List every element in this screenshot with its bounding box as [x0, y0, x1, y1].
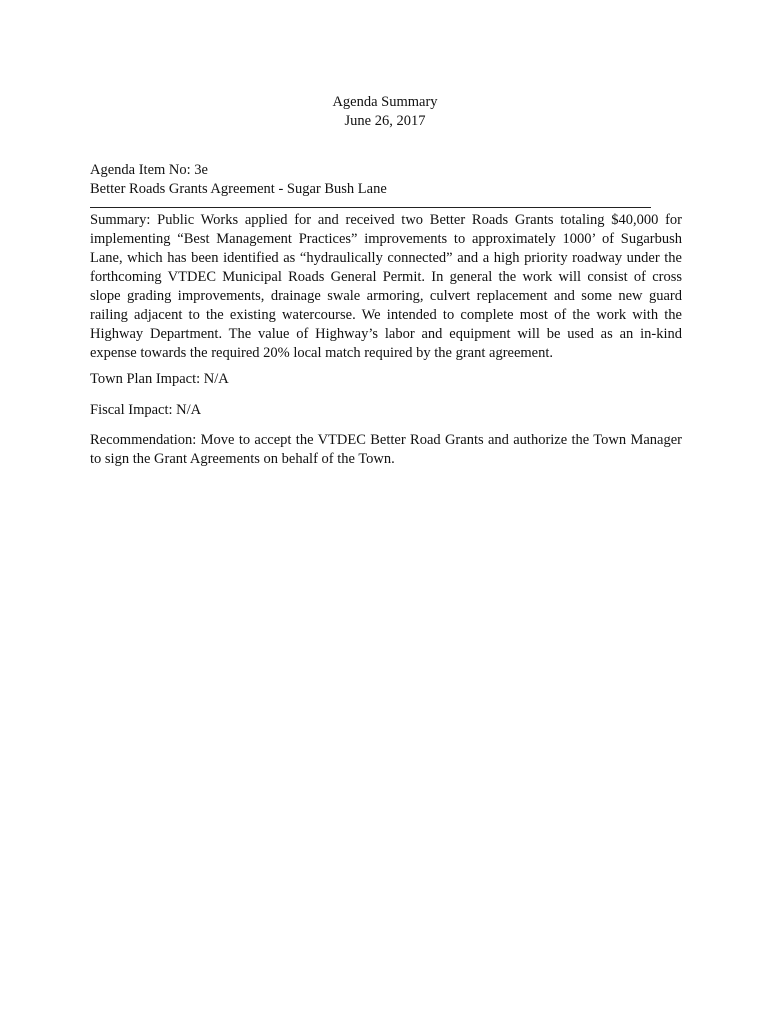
- recommendation-paragraph: Recommendation: Move to accept the VTDEC Better Road Grants and authorize the Town Manager to sign the Grant Agreements on behalf of the Town.: [90, 432, 682, 467]
- town-plan-impact: Town Plan Impact: N/A: [90, 371, 229, 387]
- document-title: Agenda Summary: [332, 94, 438, 110]
- agenda-item-subject: Better Roads Grants Agreement - Sugar Bush Lane: [90, 181, 387, 197]
- agenda-item-number: Agenda Item No: 3e: [90, 162, 208, 178]
- document-date: June 26, 2017: [344, 113, 426, 129]
- separator-rule: [90, 207, 651, 208]
- agenda-item-block: [90, 161, 387, 199]
- fiscal-impact: Fiscal Impact: N/A: [90, 402, 202, 418]
- document-header: [0, 93, 770, 131]
- summary-paragraph: Summary: Public Works applied for and received two Better Roads Grants totaling $40,000 for implementing “Best Management Practices” improvements to approximately 1000’ of Sugarbush Lane, which has been identified as “hydraulically connected” and a high priority roadway under the forthcoming VTDEC Municipal Roads General Permit. In general the work will consist of cross slope grading improvements, drainage swale armoring, culvert replacement and some new guard railing adjacent to the existing watercourse. We intended to complete most of the work with the Highway Department. The value of Highway’s labor and equipment will be used as an in-kind expense towards the required 20% local match required by the grant agreement.: [90, 212, 682, 361]
